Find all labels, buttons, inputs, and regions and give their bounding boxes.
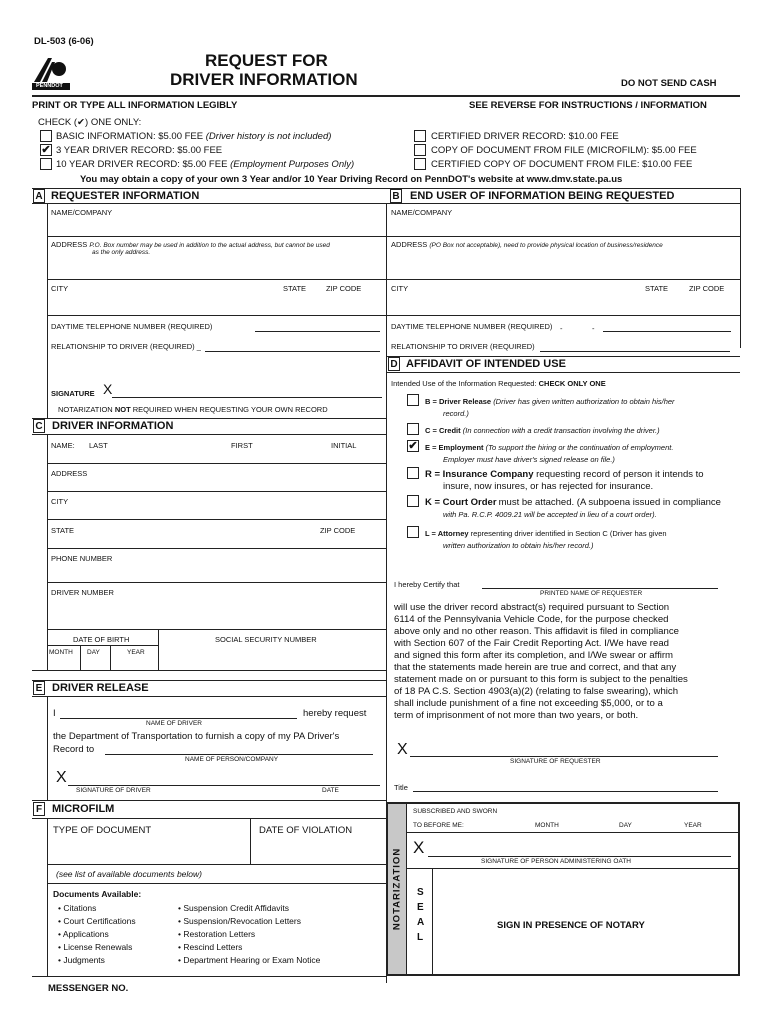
notary-to-before: TO BEFORE ME:	[413, 822, 464, 829]
list-item: • Court Certifications	[58, 916, 136, 926]
e-name-person: NAME OF PERSON/COMPANY	[185, 756, 279, 763]
list-item: • Department Hearing or Exam Notice	[178, 955, 321, 965]
c-address-input[interactable]	[48, 478, 385, 490]
e-name-of-driver: NAME OF DRIVER	[146, 720, 202, 727]
basic-info-checkbox[interactable]	[40, 130, 52, 142]
rule	[47, 491, 386, 492]
a-city: CITY	[51, 284, 69, 293]
a-relationship-input[interactable]	[205, 351, 380, 352]
do-not-send-cash: DO NOT SEND CASH	[621, 78, 717, 89]
rule	[47, 519, 386, 520]
notary-subscribed: SUBSCRIBED AND SWORN	[413, 808, 498, 815]
title-input[interactable]	[413, 791, 718, 792]
use-court-order: K = Court Order must be attached. (A subpoena issued in compliance	[425, 497, 721, 508]
rule	[47, 548, 386, 549]
rule	[47, 883, 386, 884]
section-b-right-border	[740, 188, 741, 348]
a-phone: DAYTIME TELEPHONE NUMBER (REQUIRED)	[51, 322, 213, 331]
f-docs-right	[178, 902, 320, 967]
rule	[47, 645, 158, 646]
notary-signature-input[interactable]	[428, 856, 731, 857]
a-signature-x: X	[103, 381, 113, 397]
10-year-option: 10 YEAR DRIVER RECORD: $5.00 FEE (Employment Purposes Only)	[56, 159, 355, 170]
rule	[406, 804, 407, 974]
header-rule	[32, 95, 740, 97]
a-phone-input[interactable]	[255, 331, 380, 332]
use-credit-checkbox[interactable]	[407, 423, 419, 435]
c-name-input[interactable]	[48, 450, 385, 462]
sign-in-presence: SIGN IN PRESENCE OF NOTARY	[497, 920, 645, 931]
certified-record-checkbox[interactable]	[414, 130, 426, 142]
basic-info-option: BASIC INFORMATION: $5.00 FEE (Driver history is not included)	[56, 131, 332, 142]
c-first: FIRST	[231, 441, 253, 450]
f-date-violation: DATE OF VIOLATION	[259, 825, 353, 836]
c-ssn-input[interactable]	[160, 645, 385, 669]
e-person-company-input[interactable]	[105, 754, 373, 755]
rule	[47, 236, 386, 237]
c-phone: PHONE NUMBER	[51, 554, 113, 563]
list-item: • Restoration Letters	[178, 929, 256, 939]
rule	[110, 645, 111, 670]
messenger-no: MESSENGER NO.	[48, 983, 129, 994]
use-employment-cont: Employer must have driver's signed release on file.)	[443, 455, 615, 464]
rule	[386, 236, 740, 237]
c-phone-input[interactable]	[48, 563, 385, 581]
rule	[386, 279, 740, 280]
section-d-title: AFFIDAVIT OF INTENDED USE	[406, 358, 566, 370]
checkmark-icon: ✔	[41, 144, 51, 156]
section-e-letter: E	[33, 681, 45, 695]
printed-name-label: PRINTED NAME OF REQUESTER	[540, 590, 643, 597]
checkmark-icon: ✔	[408, 440, 418, 452]
section-d-header-rule	[386, 372, 740, 373]
microfilm-checkbox[interactable]	[414, 144, 426, 156]
section-c-header-rule	[32, 434, 386, 435]
b-state: STATE	[645, 284, 669, 293]
f-type-doc: TYPE OF DOCUMENT	[53, 825, 152, 836]
section-c-title: DRIVER INFORMATION	[52, 420, 174, 432]
use-employment-checkbox[interactable]	[407, 440, 419, 452]
use-driver-release: B = Driver Release (Driver has given written authorization to obtain his/her	[425, 397, 675, 406]
b-address-input[interactable]	[388, 250, 738, 278]
use-credit: C = Credit (In connection with a credit transaction involving the driver.)	[425, 426, 660, 435]
list-item: • Judgments	[58, 955, 105, 965]
section-e-title: DRIVER RELEASE	[52, 682, 149, 694]
section-c-letter: C	[33, 419, 45, 433]
logo-text: PENNDOT	[36, 83, 63, 89]
a-name-company-input[interactable]	[48, 215, 385, 235]
use-driver-release-checkbox[interactable]	[407, 394, 419, 406]
e-driver-name-input[interactable]	[60, 718, 297, 719]
c-driver-number-input[interactable]	[48, 597, 385, 627]
c-last: LAST	[89, 441, 108, 450]
section-f-header-rule	[32, 818, 386, 819]
check-one-label: CHECK (✔) ONE ONLY:	[38, 117, 142, 128]
certified-copy-option: CERTIFIED COPY OF DOCUMENT FROM FILE: $10.00 FEE	[431, 159, 693, 170]
e-record-to: Record to	[53, 744, 95, 755]
sig-requester-label: SIGNATURE OF REQUESTER	[510, 758, 601, 765]
rule	[32, 670, 386, 671]
list-item: • Suspension Credit Affidavits	[178, 903, 290, 913]
c-state: STATE	[51, 526, 75, 535]
use-insurance: R = Insurance Company requesting record of person it intends to	[425, 469, 704, 480]
rule	[432, 868, 433, 974]
section-f-letter: F	[33, 802, 45, 816]
use-employment: E = Employment (To support the hiring or the continuation of employment.	[425, 443, 674, 452]
rule	[406, 868, 738, 869]
b-name-company-input[interactable]	[388, 215, 738, 235]
notary-sig-oath: SIGNATURE OF PERSON ADMINISTERING OATH	[481, 858, 631, 865]
b-phone: DAYTIME TELEPHONE NUMBER (REQUIRED)	[391, 322, 553, 331]
b-name-company: NAME/COMPANY	[391, 208, 453, 217]
certified-record-option: CERTIFIED DRIVER RECORD: $10.00 FEE	[431, 131, 619, 142]
section-b-title: END USER OF INFORMATION BEING REQUESTED	[410, 190, 675, 202]
notary-month: MONTH	[535, 822, 559, 829]
f-date-violation-input[interactable]	[252, 838, 385, 863]
a-address: ADDRESS P.O. Box number may be used in addition to the actual address, but cannot be used	[51, 240, 330, 249]
section-c-top-rule	[32, 418, 386, 419]
notary-x: X	[413, 838, 425, 857]
e-sig-driver: SIGNATURE OF DRIVER	[76, 787, 151, 794]
c-state-zip-input[interactable]	[48, 535, 385, 547]
f-docs-available: Documents Available:	[53, 889, 142, 899]
requester-signature-input[interactable]	[410, 756, 718, 757]
c-initial: INITIAL	[331, 441, 357, 450]
penndot-logo	[32, 52, 70, 90]
a-zip: ZIP CODE	[326, 284, 362, 293]
website-note: You may obtain a copy of your own 3 Year and/or 10 Year Driving Record on PennDOT's website at www.dmv.state.pa.us	[80, 174, 623, 185]
list-item: • Citations	[58, 903, 97, 913]
c-day: DAY	[87, 649, 100, 656]
section-e-top-rule	[32, 680, 386, 681]
title-line2: DRIVER INFORMATION	[170, 70, 358, 89]
b-relationship-input[interactable]	[540, 351, 730, 352]
c-city: CITY	[51, 497, 69, 506]
b-zip: ZIP CODE	[689, 284, 725, 293]
certify-label: I hereby Certify that	[394, 580, 460, 589]
section-d-top-rule	[386, 356, 740, 357]
b-city: CITY	[391, 284, 409, 293]
c-year: YEAR	[127, 649, 145, 656]
rule	[47, 582, 386, 583]
3-year-option: 3 YEAR DRIVER RECORD: $5.00 FEE	[56, 145, 223, 156]
a-address-input[interactable]	[48, 258, 385, 278]
use-attorney: L = Attorney representing driver identified in Section C (Driver has given	[425, 529, 667, 538]
section-a-letter: A	[33, 189, 45, 203]
section-d-letter: D	[388, 357, 400, 371]
use-attorney-checkbox[interactable]	[407, 526, 419, 538]
notary-year: YEAR	[684, 822, 702, 829]
rule	[32, 800, 386, 801]
form-id: DL-503 (6-06)	[34, 36, 94, 47]
a-signature-input[interactable]	[112, 397, 382, 398]
microfilm-option: COPY OF DOCUMENT FROM FILE (MICROFILM): $5.00 FEE	[431, 145, 697, 156]
f-see-list: (see list of available documents below)	[56, 869, 202, 879]
use-court-order-checkbox[interactable]	[407, 495, 419, 507]
rule	[386, 315, 740, 316]
e-i: I	[53, 708, 56, 719]
a-city-input[interactable]	[48, 294, 385, 314]
e-line2: the Department of Transportation to furnish a copy of my PA Driver's	[53, 731, 340, 742]
a-address-note: as the only address.	[92, 249, 151, 256]
use-driver-release-cont: record.)	[443, 409, 469, 418]
section-ab-top-rule	[32, 188, 740, 189]
title-label: Title	[394, 783, 408, 792]
a-state: STATE	[283, 284, 307, 293]
c-zip: ZIP CODE	[320, 526, 356, 535]
c-driver-number: DRIVER NUMBER	[51, 588, 114, 597]
section-e-header-rule	[32, 696, 386, 697]
f-docs-left	[58, 902, 136, 967]
rule	[47, 629, 386, 630]
c-month: MONTH	[49, 649, 73, 656]
section-f-title: MICROFILM	[52, 803, 115, 815]
f-column-divider	[250, 818, 251, 864]
e-signature-x: X	[56, 769, 67, 786]
rule	[47, 315, 386, 316]
b-city-input[interactable]	[388, 294, 738, 314]
e-signature-input[interactable]	[68, 785, 380, 786]
section-b-letter: B	[390, 189, 402, 203]
affidavit-text: will use the driver record abstract(s) required pursuant to Section 6114 of the Pennsylvania Vehicle Code, for the purpose checked above only and no other reason. This affidavit is filed in compliance with Section 607 of the Fair Credit Reporting Act. I/We have read and signed this form after its completion, and I/We swear or affirm that the statements made herein are true and correct, and that any statement made on or pursuant to this form is subject to the penalties of 18 PA C.S. Section 4903(a)(2) (relating to false swearing), which shall include punishment of a fine not exceeding $5,000, or to a term of imprisonment of not more than two years, or both.	[394, 602, 688, 721]
use-attorney-cont: written authorization to obtain his/her record.)	[443, 541, 594, 550]
list-item: • Suspension/Revocation Letters	[178, 916, 301, 926]
b-address: ADDRESS (PO Box not acceptable), need to provide physical location of business/residence	[391, 240, 663, 249]
rule	[47, 463, 386, 464]
list-item: • Applications	[58, 929, 109, 939]
c-dob: DATE OF BIRTH	[73, 635, 130, 644]
10-year-checkbox[interactable]	[40, 158, 52, 170]
use-court-order-cont: with Pa. R.C.P. 4009.21 will be accepted in lieu of a court order).	[443, 510, 657, 519]
b-phone-input[interactable]	[603, 331, 731, 332]
seal-letters: S E A L	[417, 887, 425, 943]
certify-name-input[interactable]	[482, 588, 718, 589]
b-relationship: RELATIONSHIP TO DRIVER (REQUIRED)	[391, 342, 535, 351]
rule	[406, 832, 738, 833]
rule	[47, 279, 386, 280]
b-phone-sep2: -	[592, 324, 595, 333]
notarization-vertical-label: NOTARIZATION	[391, 847, 403, 931]
rule	[32, 976, 386, 977]
rule	[80, 645, 81, 670]
print-legibly: PRINT OR TYPE ALL INFORMATION LEGIBLY	[32, 100, 238, 111]
a-signature-label: SIGNATURE	[51, 389, 95, 398]
section-c-left-border	[47, 434, 48, 670]
c-address: ADDRESS	[51, 469, 88, 478]
list-item: • License Renewals	[58, 942, 133, 952]
e-date: DATE	[322, 787, 339, 794]
e-hereby: hereby request	[303, 708, 367, 719]
see-reverse: SEE REVERSE FOR INSTRUCTIONS / INFORMATION	[469, 100, 707, 111]
a-name-company: NAME/COMPANY	[51, 208, 113, 217]
intended-use-label: Intended Use of the Information Requested: CHECK ONLY ONE	[391, 379, 606, 388]
a-notarization-note: NOTARIZATION NOT REQUIRED WHEN REQUESTING YOUR OWN RECORD	[58, 405, 328, 414]
3-year-checkbox[interactable]	[40, 144, 52, 156]
f-type-doc-input[interactable]	[48, 838, 249, 863]
use-insurance-cont: insure, now insures, or has rejected for insurance.	[443, 481, 654, 492]
dob-ssn-divider	[158, 629, 159, 670]
b-phone-sep1: -	[560, 324, 563, 333]
a-relationship: RELATIONSHIP TO DRIVER (REQUIRED) _	[51, 342, 201, 351]
section-a-title: REQUESTER INFORMATION	[51, 190, 200, 202]
c-city-input[interactable]	[48, 506, 385, 518]
rule	[47, 864, 386, 865]
c-ssn: SOCIAL SECURITY NUMBER	[215, 635, 317, 644]
title-line1: REQUEST FOR	[205, 51, 328, 70]
notary-day: DAY	[619, 822, 632, 829]
use-insurance-checkbox[interactable]	[407, 467, 419, 479]
certified-copy-checkbox[interactable]	[414, 158, 426, 170]
requester-sig-x: X	[397, 741, 408, 758]
c-name: NAME:	[51, 441, 75, 450]
section-e-left-border	[47, 696, 48, 800]
list-item: • Rescind Letters	[178, 942, 243, 952]
